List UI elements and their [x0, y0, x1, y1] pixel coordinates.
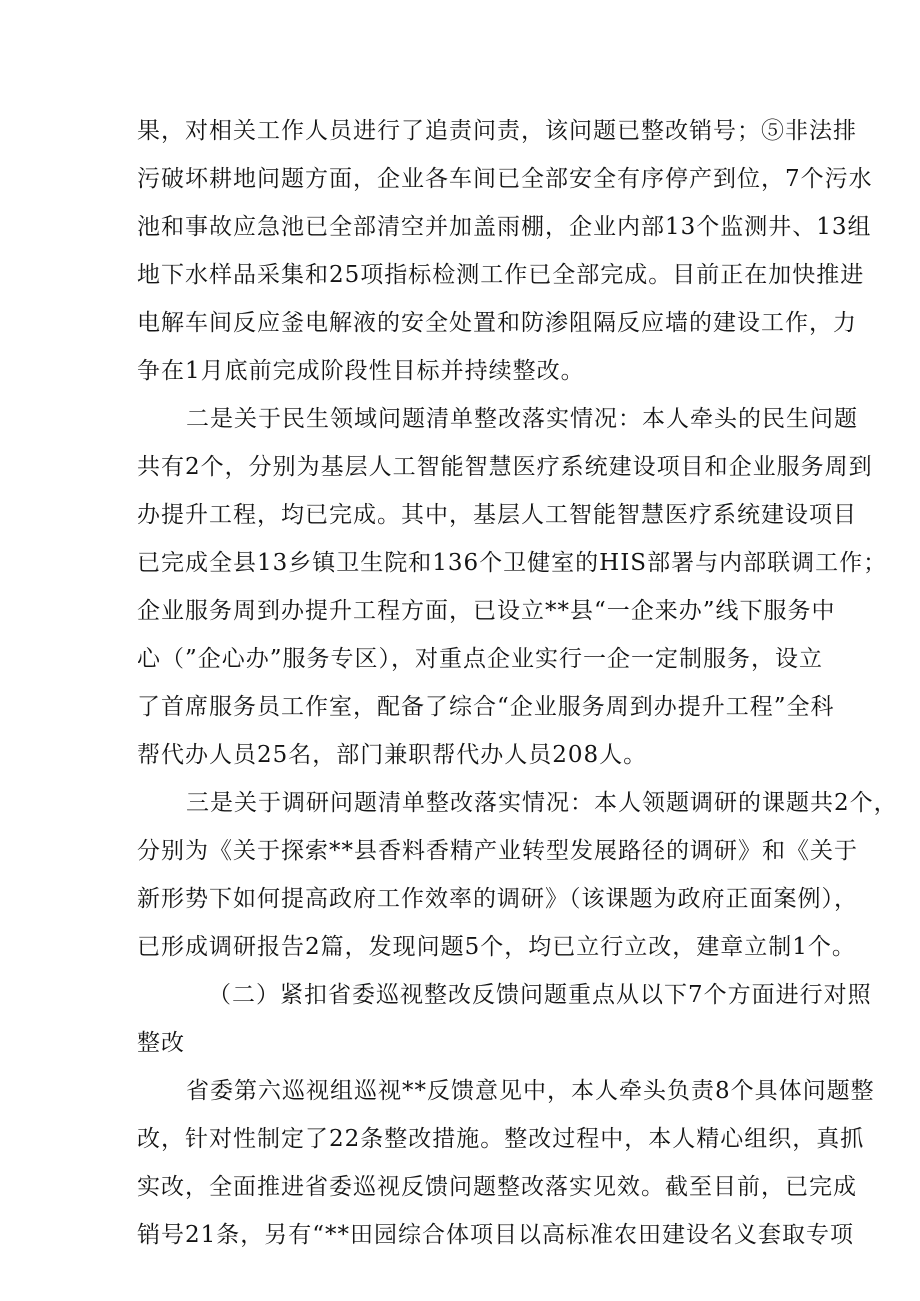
- text-line: 果，对相关工作人员进行了追责问责，该问题已整改销号；⑤非法排: [137, 118, 857, 144]
- text-line: 电解车间反应釜电解液的安全处置和防渗阻隔反应墙的建设工作，力: [137, 310, 857, 336]
- section-heading-continuation: 整改: [137, 1030, 185, 1056]
- section-heading: （二）紧扣省委巡视整改反馈问题重点从以下7个方面进行对照: [208, 982, 872, 1008]
- text-line: 争在1月底前完成阶段性目标并持续整改。: [137, 358, 585, 384]
- text-line: 共有2个，分别为基层人工智能智慧医疗系统建设项目和企业服务周到: [137, 454, 873, 480]
- text-line: 销号21条，另有“**田园综合体项目以高标准农田建设名义套取专项: [137, 1222, 855, 1248]
- text-line: 心（”企心办”服务专区），对重点企业实行一企一定制服务，设立: [137, 646, 824, 672]
- text-line: 企业服务周到办提升工程方面，已设立**县“一企来办”线下服务中: [137, 598, 836, 624]
- text-line: 办提升工程，均已完成。其中，基层人工智能智慧医疗系统建设项目: [137, 502, 857, 528]
- text-line: 已完成全县13乡镇卫生院和136个卫健室的HIS部署与内部联调工作；: [137, 550, 888, 576]
- paragraph-first-line: 三是关于调研问题清单整改落实情况：本人领题调研的课题共2个，: [186, 790, 898, 816]
- text-line: 了首席服务员工作室，配备了综合“企业服务周到办提升工程”全科: [137, 694, 835, 720]
- text-line: 分别为《关于探索**县香料香精产业转型发展路径的调研》和《关于: [137, 838, 858, 864]
- paragraph-first-line: 省委第六巡视组巡视**反馈意见中，本人牵头负责8个具体问题整: [186, 1078, 875, 1104]
- text-line: 实改，全面推进省委巡视反馈问题整改落实见效。截至目前，已完成: [137, 1174, 857, 1200]
- text-line: 污破坏耕地问题方面，企业各车间已全部安全有序停产到位，7个污水: [137, 166, 873, 192]
- text-line: 地下水样品采集和25项指标检测工作已全部完成。目前正在加快推进: [137, 262, 865, 288]
- text-line: 改，针对性制定了22条整改措施。整改过程中，本人精心组织，真抓: [137, 1126, 865, 1152]
- text-line: 新形势下如何提高政府工作效率的调研》（该课题为政府正面案例），: [137, 886, 858, 912]
- text-line: 已形成调研报告2篇，发现问题5个，均已立行立改，建章立制1个。: [137, 934, 856, 960]
- paragraph-first-line: 二是关于民生领域问题清单整改落实情况：本人牵头的民生问题: [186, 406, 858, 432]
- text-line: 帮代办人员25名，部门兼职帮代办人员208人。: [137, 742, 648, 768]
- text-line: 池和事故应急池已全部清空并加盖雨棚，企业内部13个监测井、13组: [137, 214, 872, 240]
